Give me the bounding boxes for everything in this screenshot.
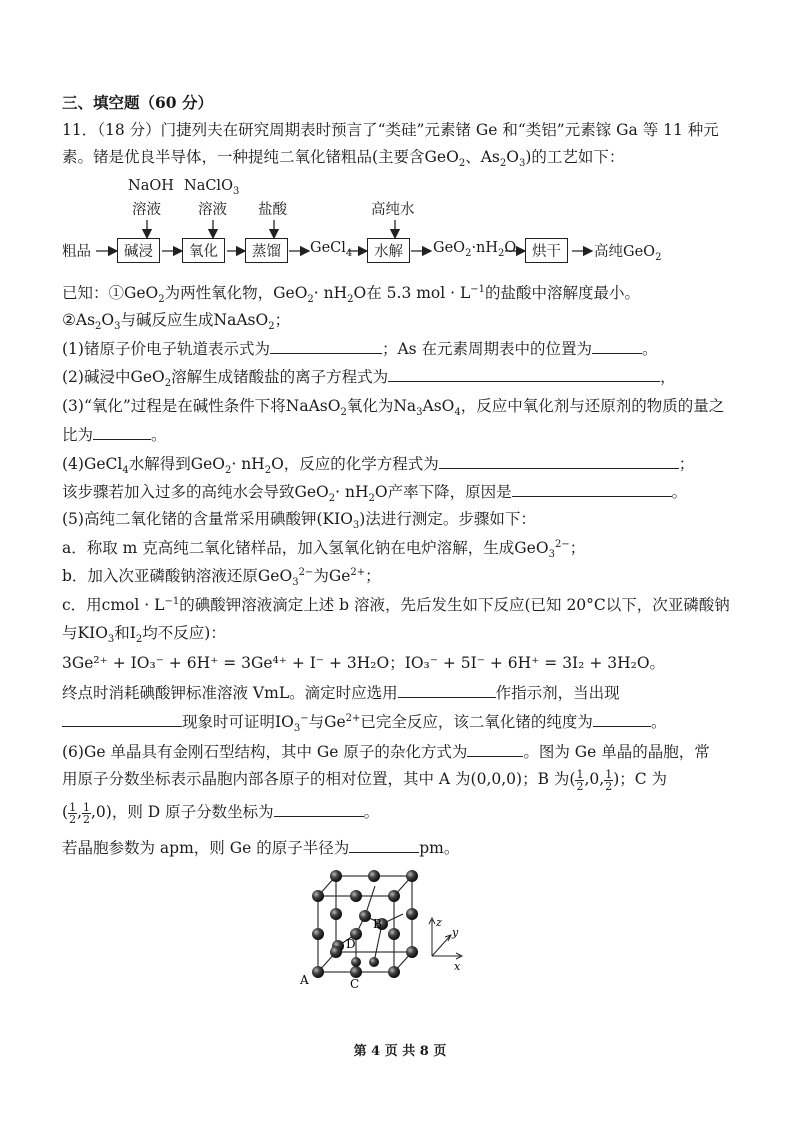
section-title: 三、填空题（60 分） [62,93,213,112]
part-3-line2: 比为 。 [62,423,167,446]
process-flow-chart [62,174,702,274]
answer-blank-2[interactable] [388,365,660,382]
part-6-line2: 用原子分数坐标表示晶胞内部各原子的相对位置，其中 A 为(0,0,0)；B 为( $\frac{1}{2}$ ,0, $\frac{1}{2}$ )；C 为 [62,767,668,793]
part-6-line1: (6)Ge 单晶具有金刚石型结构，其中 Ge 原子的杂化方式为 。图为 Ge 单晶的晶胞，常 [62,740,710,763]
answer-blank-1b[interactable] [592,337,642,354]
part-6-line4: 若晶胞参数为 apm，则 Ge 的原子半径为 pm。 [62,836,459,859]
part-4-line2: 该步骤若加入过多的高纯水会导致$GeO_2\cdot nH_2O$产率下降，原因是 。 [62,480,687,503]
reagent-naclo3-solution: 溶液 [198,202,227,218]
answer-blank-6b[interactable] [274,800,364,817]
answer-blank-5b[interactable] [62,710,182,727]
part-6-line3: ( $\frac{1}{2}$ , $\frac{1}{2}$ ,0)，则 D 原子分数坐标为 。 [62,800,380,826]
step-oxidation: 氧化 [182,238,225,263]
reagent-hcl: 盐酸 [258,202,287,218]
part-5-step-b: b．加入次亚磷酸钠溶液还原GeO$_3^{2-}$为$Ge^{2+}$； [62,566,381,589]
label-d: D [346,937,356,951]
answer-blank-3[interactable] [93,423,151,440]
intermediate-gecl4: GeCl$_4$ [310,240,353,259]
part-5-endpoint-line2: 现象时可证明$IO_3^-$与$Ge^{2+}$已完全反应，该二氧化锗的纯度为 。 [62,710,666,733]
step-drying: 烘干 [525,238,568,263]
intermediate-geo2-hydrate: $GeO_2\cdot nH_2O$ [433,240,517,259]
reagent-pure-water: 高纯水 [371,202,415,218]
answer-blank-1a[interactable] [270,337,382,354]
label-b: B [373,917,382,931]
part-2: (2)碱浸中GeO$_2$溶解生成锗酸盐的离子方程式为 ， [62,365,676,388]
answer-blank-4a[interactable] [439,452,679,469]
known-1: 已知：①GeO$_2$为两性氧化物，$GeO_2\cdot nH_2O$在 5.3 mol · $L^{-1}$的盐酸中溶解度最小。 [62,283,641,306]
part-1: (1)锗原子价电子轨道表示式为 ；As 在元素周期表中的位置为 。 [62,337,658,360]
answer-blank-5a[interactable] [398,681,496,698]
answer-blank-6c[interactable] [349,836,419,853]
axis-z-label: z [436,916,442,929]
ge-unit-cell-figure [290,866,490,996]
part-5-step-c-line1: c．用cmol · $L^{-1}$的碘酸钾溶液滴定上述 b 溶液，先后发生如下反应(已知 20°C以下，次亚磷酸钠 [62,595,730,614]
answer-blank-6a[interactable] [467,740,523,757]
step-distillation: 蒸馏 [245,238,288,263]
flow-start-crude: 粗品 [62,244,91,260]
part-4-line1: (4)GeCl$_4$水解得到$GeO_2\cdot nH_2O$，反应的化学方程式为 ； [62,452,694,475]
page-footer: 第 4 页 共 8 页 [353,1044,447,1059]
part-3-line1: (3)“氧化”过程是在碱性条件下将NaAsO$_2$氧化为$Na_3AsO_4$，反应中氧化剂与还原剂的物质的量之 [62,397,725,419]
step-hydrolysis: 水解 [367,238,410,263]
flow-end-pure-geo2: 高纯GeO$_2$ [594,244,662,263]
part-5-intro: (5)高纯二氧化锗的含量常采用碘酸钾$(KIO_3)$法进行测定。步骤如下： [62,510,536,532]
label-a: A [300,973,309,987]
step-alkali-leach: 碱浸 [117,238,160,263]
known-2: $②As_2O_3$与碱反应生成NaAsO$_2$； [62,311,291,333]
reaction-equations: 3Ge²⁺ + IO₃⁻ + 6H⁺ = 3Ge⁴⁺ + I⁻ + 3H₂O；IO₃⁻ + 5I⁻ + 6H⁺ = 3I₂ + 3H₂O。 [62,654,666,672]
part-5-step-c-line2: 与$KIO_3$和$I_2$均不反应)： [62,624,226,646]
label-c: C [350,977,360,991]
reagent-naclo3: NaClO$_3$ [184,178,240,197]
part-5-step-a: a．称取 m 克高纯二氧化锗样品，加入氢氧化钠在电炉溶解，生成GeO$_3^{2-}$； [62,538,586,561]
question-intro-line2: 素。锗是优良半导体，一种提纯二氧化锗粗品(主要含GeO$_2$、$As_2O_3$)的工艺如下： [62,148,625,170]
answer-blank-5c[interactable] [593,710,651,727]
reagent-naoh-solution: 溶液 [132,202,161,218]
part-5-endpoint-line1: 终点时消耗碘酸钾标准溶液 VmL。滴定时应选用 作指示剂，当出现 [62,681,620,704]
coord-b: ( $\frac{1}{2}$ ,0, $\frac{1}{2}$ ) [569,767,620,793]
reagent-naoh: NaOH [128,178,174,194]
question-intro-line1: 11．（18 分）门捷列夫在研究周期表时预言了“类硅”元素锗 Ge 和“类铝”元素镓 Ga 等 11 种元 [62,121,719,139]
axis-y-label: y [452,926,459,939]
axis-x-label: x [454,960,461,973]
answer-blank-4b[interactable] [512,480,672,497]
coord-c: ( $\frac{1}{2}$ , $\frac{1}{2}$ ,0) [62,800,112,826]
